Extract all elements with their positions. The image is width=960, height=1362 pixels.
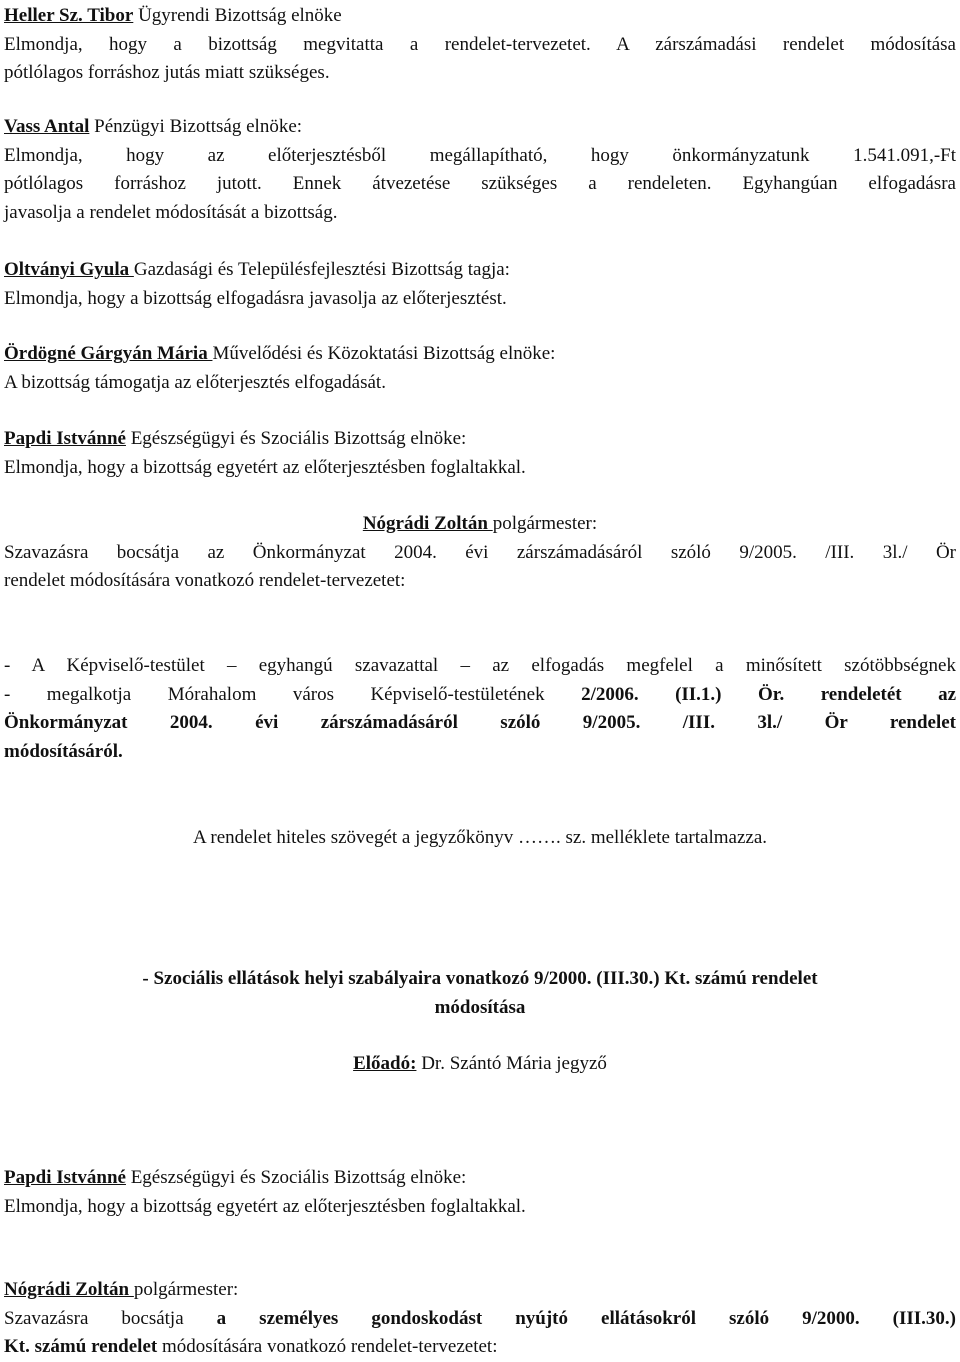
statement-text: módosítására vonatkozó rendelet-tervezetet: xyxy=(157,1336,498,1357)
speaker-name: Nógrádi Zoltán xyxy=(4,1279,134,1300)
presenter-label: Előadó: xyxy=(353,1053,417,1074)
statement-line: javasolja a rendelet módosítását a bizottság. xyxy=(4,201,338,223)
decree-title: Kt. számú rendelet xyxy=(4,1336,158,1357)
speaker-name: Vass Antal xyxy=(4,116,90,137)
speaker-name: Heller Sz. Tibor xyxy=(4,5,134,26)
speaker-block-papdi xyxy=(4,425,956,482)
statement-line: pótlólagos forráshoz jutott. Ennek átvezetése szükséges a rendeleten. Egyhangúan elfogadásra xyxy=(4,173,956,194)
decision-line: - A Képviselő-testület – egyhangú szavazattal – az elfogadás megfelel a minősített szótöbbségnek xyxy=(4,655,956,676)
speaker-block-papdi-2 xyxy=(4,1164,956,1221)
speaker-heading xyxy=(4,340,956,369)
statement-line: Szavazásra bocsátja az Önkormányzat 2004. évi zárszámadásáról szóló 9/2005. /III. 3l./ Ör xyxy=(4,541,956,563)
statement-line: Elmondja, hogy a bizottság megvitatta a rendelet-tervezetet. A zárszámadási rendelet módosítása xyxy=(4,33,956,55)
statement-line: Elmondja, hogy a bizottság elfogadásra javasolja az előterjesztést. xyxy=(4,287,507,309)
statement-line xyxy=(4,1333,956,1362)
decision-line: Önkormányzat 2004. évi zárszámadásáról szóló 9/2005. /III. 3l./ Ör rendelet xyxy=(4,712,956,733)
decision-text: - megalkotja Mórahalom város Képviselő-testületének xyxy=(4,683,582,705)
speaker-block-ordogne xyxy=(4,340,956,397)
statement-line: pótlólagos forráshoz jutás miatt szükséges. xyxy=(4,62,330,83)
decision-line xyxy=(4,681,956,710)
speaker-block-oltvanyi xyxy=(4,256,956,313)
speaker-block-vass xyxy=(4,113,956,227)
decree-number: 2/2006. (II.1.) Ör. rendeletét az xyxy=(581,683,956,705)
attachment-text: A rendelet hiteles szövegét a jegyzőkönyv ……. sz. melléklete tartalmazza. xyxy=(193,827,767,848)
decision-line: módosításáról. xyxy=(4,740,123,762)
speaker-heading xyxy=(4,113,956,142)
speaker-block-nogradi-2 xyxy=(4,1276,956,1362)
agenda-title-line: - Szociális ellátások helyi szabályaira vonatkozó 9/2000. (III.30.) Kt. számú rendelet xyxy=(142,968,818,989)
speaker-role: Egészségügyi és Szociális Bizottság elnöke: xyxy=(125,428,467,449)
speaker-name: Ördögné Gárgyán Mária xyxy=(4,343,213,364)
decree-title: a személyes gondoskodást nyújtó ellátásokról szóló 9/2000. (III.30.) xyxy=(216,1307,957,1329)
speaker-block-heller xyxy=(4,2,956,88)
agenda-title-line: módosítása xyxy=(434,996,526,1018)
statement-line: Elmondja, hogy az előterjesztésből megállapítható, hogy önkormányzatunk 1.541.091,-Ft xyxy=(4,144,956,166)
speaker-heading xyxy=(4,1276,956,1305)
speaker-role: Egészségügyi és Szociális Bizottság elnöke: xyxy=(125,1167,467,1188)
speaker-name: Nógrádi Zoltán xyxy=(362,513,493,534)
speaker-heading xyxy=(4,2,956,31)
speaker-heading xyxy=(4,256,956,285)
decision-block xyxy=(4,652,956,766)
speaker-name: Oltványi Gyula xyxy=(4,259,134,280)
speaker-heading xyxy=(4,425,956,454)
agenda-item xyxy=(4,965,956,1022)
presenter-line xyxy=(4,1050,956,1079)
speaker-role: polgármester: xyxy=(492,513,598,534)
statement-line: Elmondja, hogy a bizottság egyetért az előterjesztésben foglaltakkal. xyxy=(4,1195,526,1217)
speaker-block-nogradi xyxy=(4,510,956,596)
speaker-role: Művelődési és Közoktatási Bizottság elnöke: xyxy=(212,343,556,364)
speaker-name: Papdi Istvánné xyxy=(4,428,126,449)
presenter xyxy=(4,1050,956,1079)
presenter-name: Dr. Szántó Mária jegyző xyxy=(416,1053,607,1074)
attachment-note xyxy=(4,824,956,853)
statement-line: Elmondja, hogy a bizottság egyetért az előterjesztésben foglaltakkal. xyxy=(4,456,526,478)
speaker-role: Ügyrendi Bizottság elnöke xyxy=(133,5,342,26)
speaker-role: polgármester: xyxy=(133,1279,239,1300)
speaker-name: Papdi Istvánné xyxy=(4,1167,126,1188)
speaker-role: Pénzügyi Bizottság elnöke: xyxy=(89,116,303,137)
speaker-heading xyxy=(4,1164,956,1193)
statement-text: Szavazásra bocsátja xyxy=(4,1307,217,1329)
speaker-role: Gazdasági és Településfejlesztési Bizottság tagja: xyxy=(133,259,510,280)
statement-line xyxy=(4,1305,956,1334)
statement-line: A bizottság támogatja az előterjesztés elfogadását. xyxy=(4,371,386,393)
statement-line: rendelet módosítására vonatkozó rendelet-tervezetet: xyxy=(4,570,406,591)
speaker-heading xyxy=(4,510,956,539)
